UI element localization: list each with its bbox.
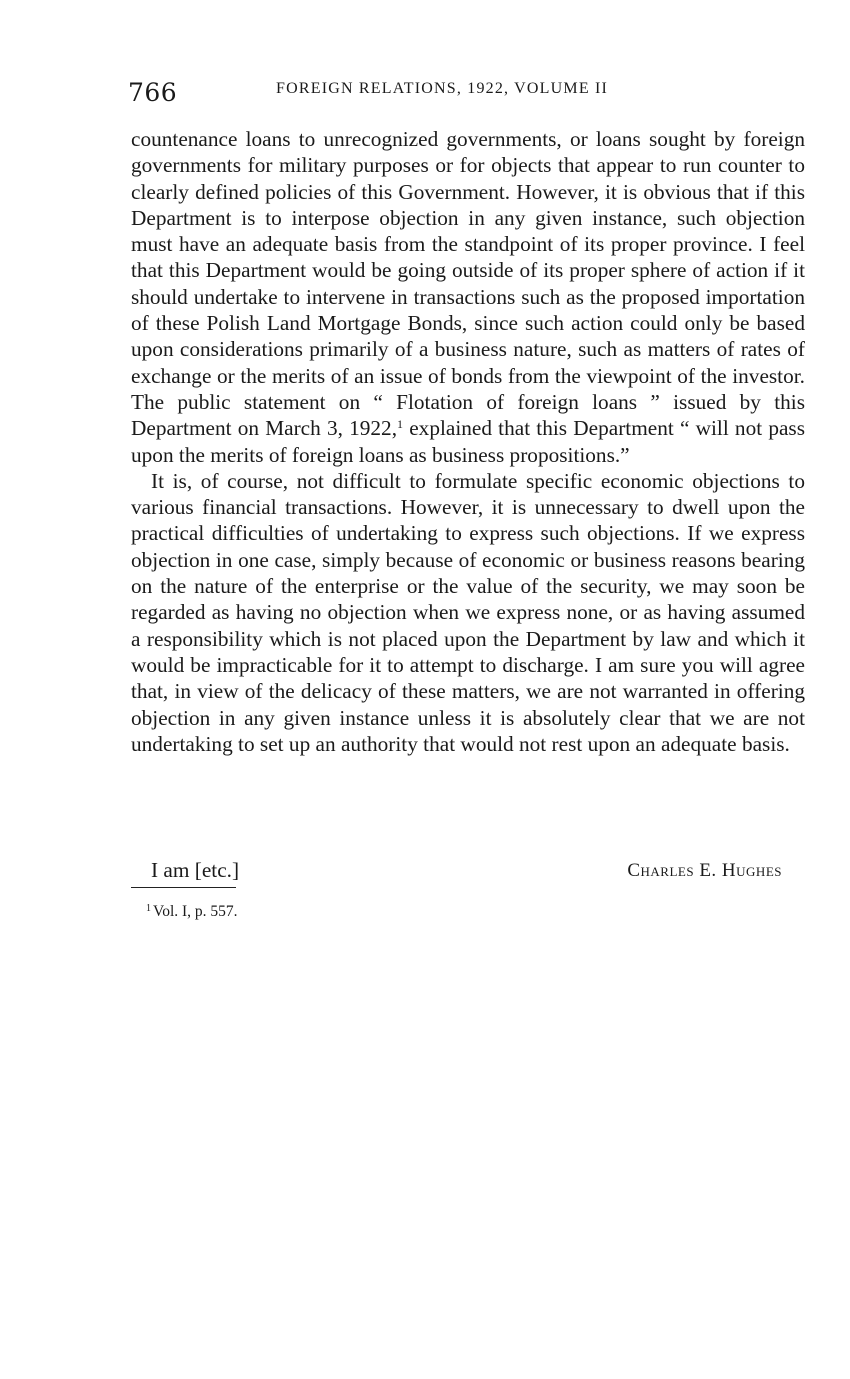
page-header bbox=[128, 78, 804, 114]
footnote-reference: 1 bbox=[397, 417, 404, 432]
paragraph-1 bbox=[131, 126, 805, 468]
footnote-text: Vol. I, p. 557. bbox=[153, 903, 238, 920]
footnote bbox=[146, 903, 238, 921]
footnote-rule bbox=[131, 887, 236, 888]
paragraph-1-text-b: explained that this Department “ will not pass upon the merits of foreign loans as business propositions.” bbox=[131, 416, 805, 467]
letter-closing bbox=[131, 858, 805, 886]
running-head: FOREIGN RELATIONS, 1922, VOLUME II bbox=[276, 80, 609, 97]
paragraph-1-text-a: countenance loans to unrecognized governments, or loans sought by foreign governments for military purposes or for objects that appear to run counter to clearly defined policies of this Government. However, it is obvious that if this Department is to interpose objection in any given instance, such objection must have an adequate basis from the standpoint of its proper province. I feel that this Department would be going outside of its proper sphere of action if it should undertake to intervene in transactions such as the proposed importation of these Polish Land Mortgage Bonds, since such action could only be based upon considerations primarily of a business nature, such as matters of rates of exchange or the merits of an issue of bonds from the viewpoint of the investor. The public statement on “ Flotation of foreign loans ” issued by this Department on March 3, 1922, bbox=[131, 127, 805, 441]
page-number: 766 bbox=[128, 78, 178, 107]
footnote-marker: 1 bbox=[146, 903, 151, 914]
signature: Charles E. Hughes bbox=[627, 860, 782, 881]
body-text bbox=[131, 126, 805, 757]
complimentary-close: I am [etc.] bbox=[151, 858, 240, 882]
paragraph-2: It is, of course, not difficult to formulate specific economic objections to various financial transactions. However, it is unnecessary to dwell upon the practical difficulties of undertaking to express such objections. If we express objection in one case, simply because of economic or business reasons bearing on the nature of the enterprise or the value of the security, we may soon be regarded as having no objection when we express none, or as having assumed a responsibility which is not placed upon the Department by law and which it would be impracticable for it to attempt to discharge. I am sure you will agree that, in view of the delicacy of these matters, we are not warranted in offering objection in any given instance unless it is absolutely clear that we are not undertaking to set up an authority that would not rest upon an adequate basis. bbox=[131, 468, 805, 756]
